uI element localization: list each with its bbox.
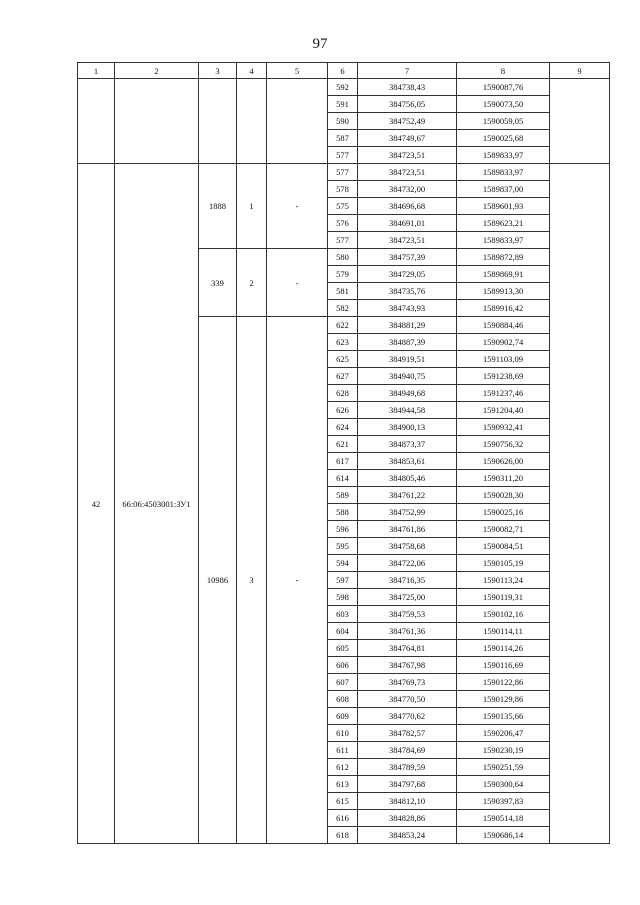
point-number-cell: 590 <box>328 113 358 130</box>
coordinate-y-cell: 1590251,59 <box>457 759 550 776</box>
coordinate-y-cell: 1590932,41 <box>457 419 550 436</box>
coordinate-y-cell: 1590084,51 <box>457 538 550 555</box>
point-number-cell: 626 <box>328 402 358 419</box>
record-number-cell: 42 <box>78 164 115 844</box>
coordinate-x-cell: 384797,68 <box>358 776 457 793</box>
point-number-cell: 592 <box>328 79 358 96</box>
point-number-cell: 579 <box>328 266 358 283</box>
coordinate-x-cell: 384940,75 <box>358 368 457 385</box>
coordinate-y-cell: 1590686,14 <box>457 827 550 844</box>
point-number-cell: 611 <box>328 742 358 759</box>
point-number-cell: 621 <box>328 436 358 453</box>
coordinate-x-cell: 384756,05 <box>358 96 457 113</box>
coordinate-y-cell: 1591204,40 <box>457 402 550 419</box>
coordinate-x-cell: 384761,22 <box>358 487 457 504</box>
point-number-cell: 625 <box>328 351 358 368</box>
coordinate-x-cell: 384729,05 <box>358 266 457 283</box>
point-number-cell: 582 <box>328 300 358 317</box>
coordinate-y-cell: 1590756,32 <box>457 436 550 453</box>
coordinate-x-cell: 384735,76 <box>358 283 457 300</box>
coordinate-y-cell: 1590230,19 <box>457 742 550 759</box>
header-cell-1: 1 <box>78 63 115 79</box>
point-number-cell: 588 <box>328 504 358 521</box>
point-number-cell: 613 <box>328 776 358 793</box>
coordinate-y-cell: 1589913,30 <box>457 283 550 300</box>
point-number-cell: 577 <box>328 232 358 249</box>
point-number-cell: 617 <box>328 453 358 470</box>
coordinate-x-cell: 384805,46 <box>358 470 457 487</box>
table-body <box>78 63 610 844</box>
contour-dash-cell: - <box>267 317 328 844</box>
coordinate-y-cell: 1590025,68 <box>457 130 550 147</box>
header-cell-7: 7 <box>358 63 457 79</box>
coordinate-x-cell: 384752,99 <box>358 504 457 521</box>
coordinate-x-cell: 384900,13 <box>358 419 457 436</box>
point-number-cell: 604 <box>328 623 358 640</box>
point-number-cell: 624 <box>328 419 358 436</box>
coordinate-x-cell: 384919,51 <box>358 351 457 368</box>
point-number-cell: 627 <box>328 368 358 385</box>
contour-area-cell: 10986 <box>199 317 237 844</box>
coordinate-y-cell: 1591103,09 <box>457 351 550 368</box>
coordinate-y-cell: 1590902,74 <box>457 334 550 351</box>
point-number-cell: 610 <box>328 725 358 742</box>
header-cell-4: 4 <box>237 63 267 79</box>
table-row <box>78 79 610 96</box>
coordinate-y-cell: 1590114,26 <box>457 640 550 657</box>
coordinate-y-cell: 1590087,76 <box>457 79 550 96</box>
point-number-cell: 605 <box>328 640 358 657</box>
empty-col2-cell <box>115 79 199 164</box>
point-number-cell: 622 <box>328 317 358 334</box>
coordinate-x-cell: 384743,93 <box>358 300 457 317</box>
coordinate-x-cell: 384949,68 <box>358 385 457 402</box>
coordinate-y-cell: 1590082,71 <box>457 521 550 538</box>
coordinate-y-cell: 1589916,42 <box>457 300 550 317</box>
coordinate-y-cell: 1590059,05 <box>457 113 550 130</box>
contour-area-cell: 339 <box>199 249 237 317</box>
coordinate-x-cell: 384758,68 <box>358 538 457 555</box>
coordinate-y-cell: 1590028,30 <box>457 487 550 504</box>
point-number-cell: 628 <box>328 385 358 402</box>
point-number-cell: 618 <box>328 827 358 844</box>
page-number: 97 <box>312 36 328 52</box>
coordinate-x-cell: 384691,01 <box>358 215 457 232</box>
empty-col5-cell <box>267 79 328 164</box>
coordinate-x-cell: 384770,50 <box>358 691 457 708</box>
point-number-cell: 608 <box>328 691 358 708</box>
point-number-cell: 623 <box>328 334 358 351</box>
coordinate-y-cell: 1591237,46 <box>457 385 550 402</box>
point-number-cell: 607 <box>328 674 358 691</box>
contour-area-cell: 1888 <box>199 164 237 249</box>
coordinate-y-cell: 1591238,69 <box>457 368 550 385</box>
empty-col1-cell <box>78 79 115 164</box>
header-row <box>78 63 610 79</box>
coordinate-x-cell: 384789,59 <box>358 759 457 776</box>
coordinate-y-cell: 1589872,89 <box>457 249 550 266</box>
empty-col3-cell <box>199 79 237 164</box>
coordinate-y-cell: 1590025,16 <box>457 504 550 521</box>
coordinate-x-cell: 384722,06 <box>358 555 457 572</box>
coordinate-y-cell: 1589601,93 <box>457 198 550 215</box>
coordinate-x-cell: 384812,10 <box>358 793 457 810</box>
coordinate-y-cell: 1590514,18 <box>457 810 550 827</box>
coordinate-x-cell: 384887,39 <box>358 334 457 351</box>
contour-number-cell: 1 <box>237 164 267 249</box>
point-number-cell: 609 <box>328 708 358 725</box>
header-cell-9: 9 <box>550 63 610 79</box>
point-number-cell: 597 <box>328 572 358 589</box>
point-number-cell: 603 <box>328 606 358 623</box>
contour-dash-cell: - <box>267 164 328 249</box>
contour-number-cell: 2 <box>237 249 267 317</box>
coordinate-x-cell: 384764,81 <box>358 640 457 657</box>
point-number-cell: 578 <box>328 181 358 198</box>
header-cell-5: 5 <box>267 63 328 79</box>
cadastral-number-cell: 66:06:4503001:ЗУ1 <box>115 164 199 844</box>
coordinate-x-cell: 384853,61 <box>358 453 457 470</box>
point-number-cell: 577 <box>328 147 358 164</box>
coordinate-y-cell: 1590114,11 <box>457 623 550 640</box>
coordinate-y-cell: 1590073,50 <box>457 96 550 113</box>
coordinate-x-cell: 384723,51 <box>358 147 457 164</box>
coordinate-x-cell: 384752,49 <box>358 113 457 130</box>
point-number-cell: 606 <box>328 657 358 674</box>
coordinate-y-cell: 1589833,97 <box>457 147 550 164</box>
coordinate-y-cell: 1590119,31 <box>457 589 550 606</box>
coordinate-y-cell: 1590102,16 <box>457 606 550 623</box>
empty-col9-cell <box>550 164 610 844</box>
contour-number-cell: 3 <box>237 317 267 844</box>
coordinate-y-cell: 1590122,86 <box>457 674 550 691</box>
point-number-cell: 612 <box>328 759 358 776</box>
point-number-cell: 581 <box>328 283 358 300</box>
coordinate-x-cell: 384757,39 <box>358 249 457 266</box>
header-cell-6: 6 <box>328 63 358 79</box>
coordinate-x-cell: 384769,73 <box>358 674 457 691</box>
empty-col4-cell <box>237 79 267 164</box>
contour-dash-cell: - <box>267 249 328 317</box>
point-number-cell: 576 <box>328 215 358 232</box>
coordinate-x-cell: 384761,86 <box>358 521 457 538</box>
coordinate-x-cell: 384873,37 <box>358 436 457 453</box>
point-number-cell: 577 <box>328 164 358 181</box>
coordinate-y-cell: 1589837,00 <box>457 181 550 198</box>
coordinate-x-cell: 384784,69 <box>358 742 457 759</box>
table-row <box>78 164 610 181</box>
coordinate-y-cell: 1589869,91 <box>457 266 550 283</box>
coordinate-y-cell: 1590129,86 <box>457 691 550 708</box>
coordinate-y-cell: 1589833,97 <box>457 232 550 249</box>
coordinates-table <box>77 62 610 844</box>
header-cell-8: 8 <box>457 63 550 79</box>
coordinate-x-cell: 384725,00 <box>358 589 457 606</box>
header-cell-2: 2 <box>115 63 199 79</box>
coordinate-y-cell: 1590105,19 <box>457 555 550 572</box>
coordinate-x-cell: 384761,36 <box>358 623 457 640</box>
point-number-cell: 614 <box>328 470 358 487</box>
coordinate-x-cell: 384723,51 <box>358 164 457 181</box>
coordinate-x-cell: 384716,35 <box>358 572 457 589</box>
coordinate-x-cell: 384738,43 <box>358 79 457 96</box>
point-number-cell: 595 <box>328 538 358 555</box>
coordinate-y-cell: 1590397,83 <box>457 793 550 810</box>
point-number-cell: 587 <box>328 130 358 147</box>
point-number-cell: 580 <box>328 249 358 266</box>
point-number-cell: 575 <box>328 198 358 215</box>
coordinate-y-cell: 1590116,69 <box>457 657 550 674</box>
point-number-cell: 591 <box>328 96 358 113</box>
coordinate-y-cell: 1590135,66 <box>457 708 550 725</box>
point-number-cell: 616 <box>328 810 358 827</box>
coordinate-x-cell: 384782,57 <box>358 725 457 742</box>
coordinate-y-cell: 1589623,21 <box>457 215 550 232</box>
point-number-cell: 589 <box>328 487 358 504</box>
point-number-cell: 594 <box>328 555 358 572</box>
point-number-cell: 596 <box>328 521 358 538</box>
coordinate-y-cell: 1590626,00 <box>457 453 550 470</box>
coordinate-x-cell: 384770,62 <box>358 708 457 725</box>
coordinate-y-cell: 1589833,97 <box>457 164 550 181</box>
coordinate-x-cell: 384767,98 <box>358 657 457 674</box>
coordinate-x-cell: 384749,67 <box>358 130 457 147</box>
empty-col9-cell <box>550 79 610 164</box>
coordinate-y-cell: 1590206,47 <box>457 725 550 742</box>
coordinate-x-cell: 384732,00 <box>358 181 457 198</box>
header-cell-3: 3 <box>199 63 237 79</box>
coordinate-y-cell: 1590113,24 <box>457 572 550 589</box>
point-number-cell: 598 <box>328 589 358 606</box>
coordinate-x-cell: 384696,68 <box>358 198 457 215</box>
coordinate-x-cell: 384828,86 <box>358 810 457 827</box>
coordinate-y-cell: 1590300,64 <box>457 776 550 793</box>
coordinate-x-cell: 384853,24 <box>358 827 457 844</box>
coordinate-y-cell: 1590311,20 <box>457 470 550 487</box>
coordinate-y-cell: 1590884,46 <box>457 317 550 334</box>
point-number-cell: 615 <box>328 793 358 810</box>
coordinate-x-cell: 384881,29 <box>358 317 457 334</box>
coordinate-x-cell: 384944,58 <box>358 402 457 419</box>
coordinate-x-cell: 384759,53 <box>358 606 457 623</box>
coordinate-x-cell: 384723,51 <box>358 232 457 249</box>
